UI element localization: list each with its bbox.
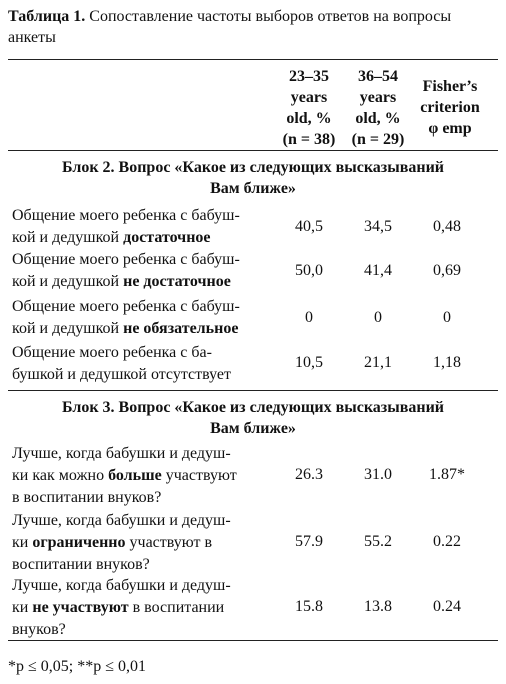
header-line: years bbox=[290, 89, 328, 106]
table-row bbox=[12, 296, 277, 340]
row-text: Общение моего ребенка с бабуш- bbox=[12, 251, 240, 268]
table-cell: 1.87* bbox=[429, 466, 465, 483]
header-rule bbox=[8, 150, 498, 151]
header-col-fisher bbox=[410, 76, 490, 139]
header-line: old, % bbox=[286, 110, 332, 127]
table-row bbox=[12, 575, 277, 641]
table-cell: 21,1 bbox=[364, 354, 392, 371]
header-line: (n = 38) bbox=[282, 131, 336, 148]
table-cell: 0 bbox=[443, 309, 451, 326]
table-cell: 10,5 bbox=[295, 354, 323, 371]
row-text-part: ки как можно bbox=[12, 467, 109, 484]
table-row bbox=[12, 342, 277, 386]
block-title-line: Блок 2. Вопрос «Какое из следующих высказываний bbox=[61, 159, 445, 176]
row-text-part: кой и дедушкой bbox=[12, 320, 124, 337]
row-text: в воспитании внуков? bbox=[12, 489, 162, 506]
table-row bbox=[12, 205, 277, 249]
table-caption bbox=[8, 6, 498, 48]
row-text bbox=[12, 465, 277, 487]
block3-title bbox=[8, 397, 498, 439]
header-line: criterion bbox=[420, 99, 480, 116]
table-cell: 15.8 bbox=[295, 598, 323, 615]
row-text: воспитании внуков? bbox=[12, 556, 150, 573]
block-title-line: Вам ближе» bbox=[210, 180, 296, 197]
row-text bbox=[12, 318, 277, 340]
table-row bbox=[12, 249, 277, 293]
table-cell: 1,18 bbox=[433, 354, 461, 371]
row-text-part: в воспитании bbox=[128, 599, 225, 616]
header-line: φ emp bbox=[428, 120, 472, 137]
row-text-bold: не достаточное bbox=[123, 273, 231, 290]
table-cell: 34,5 bbox=[364, 218, 392, 235]
block-rule bbox=[8, 390, 498, 391]
table-cell: 40,5 bbox=[295, 218, 323, 235]
row-text bbox=[12, 271, 277, 293]
table-cell: 0,69 bbox=[433, 262, 461, 279]
top-rule bbox=[8, 59, 498, 60]
table-row bbox=[12, 510, 277, 576]
table-cell: 50,0 bbox=[295, 262, 323, 279]
table-cell: 13.8 bbox=[364, 598, 392, 615]
row-text: внуков? bbox=[12, 621, 66, 638]
table-title: Сопоставление частоты выборов ответов на вопросы анкеты bbox=[8, 8, 452, 46]
row-text: Лучше, когда бабушки и дедуш- bbox=[12, 577, 231, 594]
bottom-rule bbox=[8, 640, 498, 641]
row-text-bold: не обязательное bbox=[123, 320, 239, 337]
header-col-23-35 bbox=[279, 66, 339, 150]
table-cell: 26.3 bbox=[295, 466, 323, 483]
table-cell: 0.22 bbox=[433, 533, 461, 550]
row-text: Общение моего ребенка с бабуш- bbox=[12, 298, 240, 315]
table-cell: 55.2 bbox=[364, 533, 392, 550]
footnote: *p ≤ 0,05; **p ≤ 0,01 bbox=[8, 658, 147, 675]
row-text: Общение моего ребенка с бабуш- bbox=[12, 207, 240, 224]
table-cell: 0.24 bbox=[433, 598, 461, 615]
header-line: Fisher’s bbox=[422, 78, 478, 95]
header-line: (n = 29) bbox=[351, 131, 405, 148]
row-text bbox=[12, 532, 277, 554]
row-text-part: кой и дедушкой bbox=[12, 229, 124, 246]
row-text-bold: больше bbox=[108, 467, 162, 484]
row-text: Лучше, когда бабушки и дедуш- bbox=[12, 445, 231, 462]
header-col-36-54 bbox=[348, 66, 408, 150]
row-text-part: ки bbox=[12, 534, 33, 551]
table-cell: 0 bbox=[305, 309, 313, 326]
table-cell: 0,48 bbox=[433, 218, 461, 235]
row-text: Лучше, когда бабушки и дедуш- bbox=[12, 512, 231, 529]
header-line: years bbox=[359, 89, 397, 106]
header-line: 23–35 bbox=[289, 68, 329, 85]
row-text-bold: ограниченно bbox=[32, 534, 126, 551]
row-text-part: кой и дедушкой bbox=[12, 273, 124, 290]
header-line: old, % bbox=[355, 110, 401, 127]
row-text-part: участвуют bbox=[161, 467, 237, 484]
header-line: 36–54 bbox=[358, 68, 398, 85]
table-row bbox=[12, 443, 277, 509]
row-text: бушкой и дедушкой отсутствует bbox=[12, 366, 231, 383]
block-title-line: Вам ближе» bbox=[210, 420, 296, 437]
table-cell: 57.9 bbox=[295, 533, 323, 550]
table-cell: 0 bbox=[374, 309, 382, 326]
block2-title bbox=[8, 157, 498, 199]
row-text-bold: не участвуют bbox=[32, 599, 129, 616]
row-text-part: ки bbox=[12, 599, 33, 616]
table-label: Таблица 1. bbox=[8, 8, 86, 25]
row-text bbox=[12, 597, 277, 619]
row-text: Общение моего ребенка с ба- bbox=[12, 344, 212, 361]
table-cell: 31.0 bbox=[364, 466, 392, 483]
row-text-bold: достаточное bbox=[123, 229, 211, 246]
block-title-line: Блок 3. Вопрос «Какое из следующих высказываний bbox=[61, 399, 445, 416]
row-text bbox=[12, 227, 277, 249]
table-cell: 41,4 bbox=[364, 262, 392, 279]
row-text-part: участвуют в bbox=[125, 534, 213, 551]
